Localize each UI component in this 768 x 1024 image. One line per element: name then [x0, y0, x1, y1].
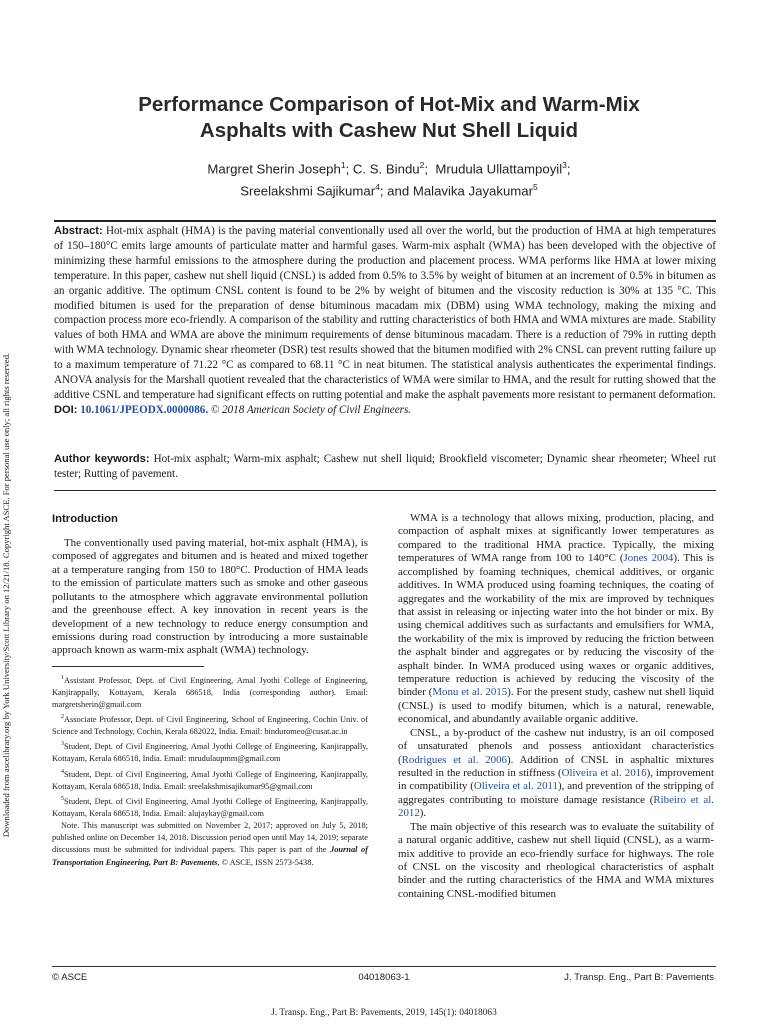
- author-name: Margret Sherin Joseph: [207, 161, 341, 177]
- footer-divider: [52, 966, 716, 967]
- author-separator: ;: [345, 161, 353, 177]
- citation-link[interactable]: Oliveira et al. 2016: [561, 767, 647, 780]
- download-notice: [0, 180, 15, 1010]
- footnote: [52, 766, 368, 793]
- footnote-number: 2: [61, 714, 64, 721]
- body-paragraph-cnsl: [398, 727, 714, 821]
- paragraph-run: ). For the present study, cashew nut shell liquid (CNSL) is used to modify bitumen, which is a natural, renewable, economical, and abundantly available organic additive.: [398, 686, 714, 726]
- author-list: [60, 156, 718, 201]
- paragraph-run: ), improvement in compatibility (: [398, 767, 714, 793]
- footnote: [52, 672, 368, 711]
- footer-article-number: 04018063-1: [358, 972, 410, 983]
- footnote-number: 3: [61, 741, 64, 748]
- paper-title: [60, 92, 718, 144]
- note-tail: , © ASCE, ISSN 2573-5438.: [217, 857, 314, 867]
- footnote-number: 5: [61, 795, 64, 802]
- footer-publisher: © ASCE: [52, 972, 88, 983]
- author-name: C. S. Bindu: [352, 161, 420, 177]
- citation-link[interactable]: Rodrigues et al. 2006: [401, 753, 507, 766]
- journal-name: Journal of Transportation Engineering, Part B: Pavements: [52, 845, 368, 867]
- paragraph-run: ). Addition of CNSL in asphaltic mixtures resulted in the reduction in stiffness (: [398, 753, 714, 780]
- note-text: Note. This manuscript was submitted on November 2, 2017; approved on July 5, 2018; published online on December 14, 2018. Discussion period open until May 14, 2019; separate discussions must be submitted for individual papers. This paper is part of the: [52, 820, 368, 855]
- paragraph-run: ), and prevention of the stripping of aggregates contributing to moisture damage resistance (: [398, 780, 714, 806]
- author-name: Sreelakshmi Sajikumar: [240, 183, 376, 199]
- author-affiliation-number: 1: [340, 160, 346, 170]
- paragraph-run: ). This is accomplished by foaming techniques, chemical additives, or organic additives. In WMA produced using foaming techniques, the coating of aggregates and the workability of the mix are improved by techniques that assist in releasing or injecting water into the hot binder or mix. By using chemical additives such as surfactants and emulsifiers for WMA, the workability of the mix is improved by reducing the friction between the asphalt binder and aggregates or by reducing the viscosity of the asphalt binder. In WMA produced using waxes or organic additives, temperature reduction is achieved by reducing the viscosity of the binder (: [398, 552, 714, 699]
- author-name: Mrudula Ullattampoyil: [435, 161, 563, 177]
- footnote: [52, 711, 368, 738]
- footnote-number: 1: [61, 674, 64, 681]
- doi-label: DOI:: [54, 403, 78, 416]
- keywords-label: Author keywords:: [54, 453, 150, 465]
- abstract-label: Abstract:: [54, 225, 103, 237]
- footnote: [52, 793, 368, 820]
- author-affiliation-number: 5: [533, 182, 538, 193]
- title-line-1: Performance Comparison of Hot-Mix and Warm-Mix: [138, 93, 640, 116]
- manuscript-note: [52, 820, 368, 869]
- download-notice-text: Downloaded from ascelibrary.org by York University/Scott Library on 12/21/18. Copyright ASCE. For personal use only; all rights reserved.: [1, 352, 12, 838]
- footnote-number: 4: [61, 768, 64, 775]
- left-column: [52, 512, 368, 869]
- author-affiliation-number: 4: [375, 182, 380, 193]
- author-name: Malavika Jayakumar: [412, 183, 534, 199]
- header-divider: [54, 220, 716, 222]
- author-separator: ;: [424, 161, 432, 177]
- footnote-text: Assistant Professor, Dept. of Civil Engineering, Amal Jyothi College of Engineering, Kanjirappally, Kottayam, Kerala 686518, India (corresponding author). Email: margretsherin@gmail.com: [52, 675, 368, 709]
- body-paragraph-objective: The main objective of this research was to evaluate the suitability of a natural organic additive, cashew nut shell liquid (CNSL), as a warm-mix additive to provide an eco-friendly surface for highways. The role of CNSL on the viscosity and rheological characteristics of asphalt binder and the rutting characteristics of the HMA and WMA mixtures containing CNSL-modified bitumen: [398, 820, 714, 900]
- author-keywords: [54, 452, 716, 482]
- abstract: [54, 224, 716, 418]
- keywords-text: Hot-mix asphalt; Warm-mix asphalt; Cashew nut shell liquid; Brookfield viscometer; Dynamic shear rheometer; Wheel rut tester; Rutting of pavement.: [54, 453, 717, 480]
- citation-link[interactable]: Jones 2004: [623, 552, 674, 565]
- page-citation: J. Transp. Eng., Part B: Pavements, 2019, 145(1): 04018063: [271, 1008, 497, 1018]
- copyright-notice: © 2018 American Society of Civil Engineers.: [210, 403, 412, 416]
- paragraph-run: ).: [419, 807, 427, 820]
- footnote-text: Associate Professor, Dept. of Civil Engineering, School of Engineering, Cochin Univ. of Science and Technology, Cochin, Kerala 682022, India. Email: binduromeo@cusat.ac.in: [52, 714, 368, 737]
- paragraph-run: WMA is a technology that allows mixing, production, placing, and compaction of asphalt mixes at significantly lower temperatures as compared to the traditional HMA practice. Typically, the mixing temperatures of WMA range from 100 to 140°C (: [398, 512, 714, 565]
- abstract-text: Hot-mix asphalt (HMA) is the paving material conventionally used all over the world, but the production of HMA at high temperatures of 150–180°C emits large amounts of particulate matter and harmful gases. Warm-mix asphalt (WMA) has been developed with the objective of minimizing these harmful emissions to the atmosphere during the production and placement process. WMA performs like HMA at lower mixing temperature. In this paper, cashew nut shell liquid (CNSL) is added from 0.5% to 3.5% by weight of bitumen at an increment of 0.5% in bitumen as an organic additive. The optimum CNSL content is found to be 2% by weight of bitumen and the viscosity reduction is 30% at 135 °C. This modified bitumen is used for the preparation of dense bituminous macadam mix (DBM) using WMA technology, making the mixing and compaction process more eco-friendly. A comparison of the stability and rutting characteristics of both HMA and WMA mixtures are made. Stability values of both HMA and WMA are above the minimum requirements of dense bituminous macadam. There is a reduction of 79% in rutting depth with WMA technology. Dynamic shear rheometer (DSR) test results showed that the bitumen modified with 2% CNSL can prevent rutting failure up to a maximum temperature of 71.22 °C as compared to 68.11 °C in neat bitumen. The statistical analysis authenticates the experimental findings. ANOVA analysis for the Marshall quotient revealed that the characteristics of WMA were similar to HMA, and the result for rutting showed that the additive CSNL and temperature had significant effects on rutting potential and make the asphalt pavements more resistant to permanent deformation.: [54, 225, 716, 401]
- citation-link[interactable]: Oliveira et al. 2011: [473, 780, 558, 793]
- right-column: [398, 512, 714, 901]
- citation-link[interactable]: Monu et al. 2015: [432, 686, 508, 699]
- footnote-text: Student, Dept. of Civil Engineering, Amal Jyothi College of Engineering, Kanjirappally, Kottayam, Kerala 686518, India. Email: mrudulaupmm@gmail.com: [52, 742, 368, 764]
- author-separator: ; and: [379, 183, 413, 199]
- citation-link[interactable]: Ribeiro et al. 2012: [398, 793, 714, 820]
- body-paragraph-wma: [398, 512, 714, 727]
- footnote-divider: [52, 666, 204, 667]
- footnote-text: Student, Dept. of Civil Engineering, Amal Jyothi College of Engineering, Kanjirappally, Kottayam, Kerala 686518, India. Email: alujaykay@gmail.com: [52, 796, 368, 818]
- paragraph-run: CNSL, a by-product of the cashew nut industry, is an oil composed of unsaturated phenols and possess antioxidant characteristics (: [398, 726, 714, 766]
- author-affiliation-number: 3: [562, 160, 567, 170]
- abstract-divider: [54, 490, 716, 491]
- footnote: [52, 738, 368, 765]
- footer-journal: J. Transp. Eng., Part B: Pavements: [564, 972, 714, 983]
- title-line-2: Asphalts with Cashew Nut Shell Liquid: [199, 119, 579, 142]
- section-heading-introduction: Introduction: [52, 513, 118, 525]
- author-separator: ;: [566, 161, 571, 177]
- author-affiliation-number: 2: [419, 160, 425, 170]
- doi-link[interactable]: 10.1061/JPEODX.0000086.: [80, 403, 209, 416]
- intro-paragraph: The conventionally used paving material, hot-mix asphalt (HMA), is composed of aggregates and bitumen and is heated and mixed together at a temperature ranging from 150 to 180°C. Production of HMA leads to the emission of particulate matters such as smoke and other gaseous pollutants to the atmosphere which aggravate environmental pollution and the greenhouse effect. A key innovation in recent years is the development of a new technology to reduce energy consumption and emissions during road construction by introducing a more sustainable approach known as warm-mix asphalt (WMA) technology.: [52, 537, 368, 657]
- footnote-text: Student, Dept. of Civil Engineering, Amal Jyothi College of Engineering, Kanjirappally, Kottayam, Kerala 686518, India. Email: sreelakshmisajikumar95@gmail.com: [52, 769, 368, 791]
